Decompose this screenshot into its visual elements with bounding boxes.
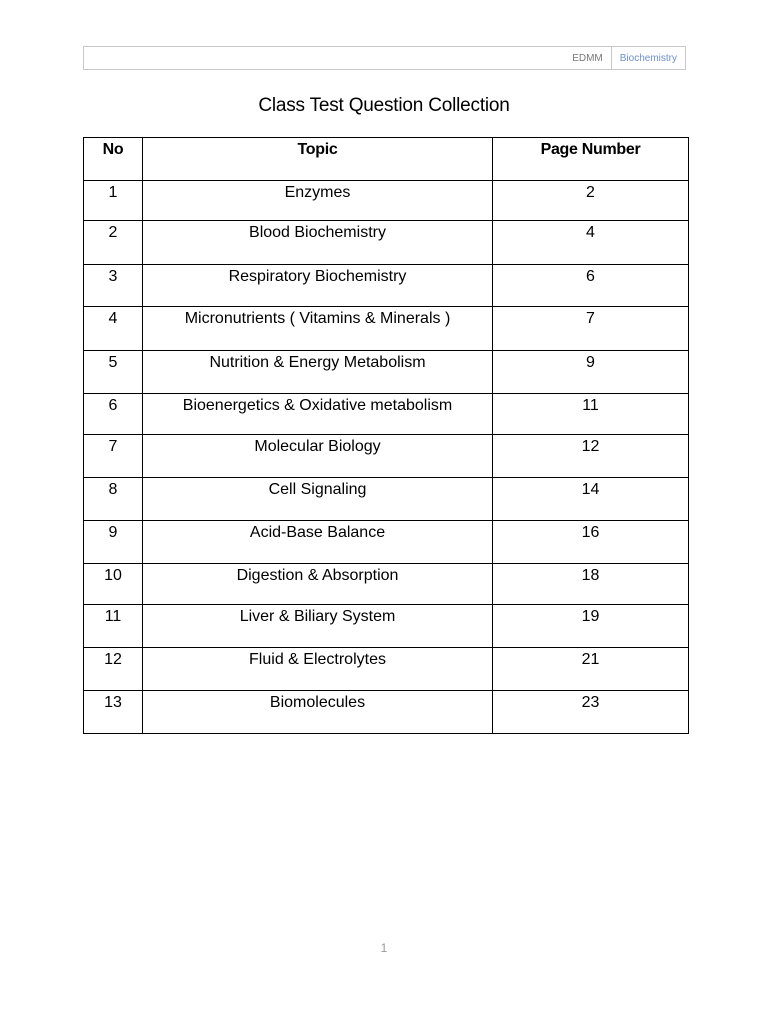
row-page-number-cell: 4 xyxy=(493,221,689,265)
row-page-number-cell: 12 xyxy=(493,435,689,478)
row-number-cell: 2 xyxy=(84,221,143,265)
row-number-cell: 12 xyxy=(84,648,143,691)
row-number-cell: 8 xyxy=(84,478,143,521)
row-topic-cell: Liver & Biliary System xyxy=(143,605,493,648)
row-page-number-cell: 9 xyxy=(493,351,689,394)
row-page-number-cell: 21 xyxy=(493,648,689,691)
table-row xyxy=(84,691,689,734)
row-page-number-cell: 7 xyxy=(493,307,689,351)
row-number-cell: 11 xyxy=(84,605,143,648)
page-number: 1 xyxy=(380,941,388,955)
row-topic-cell: Biomolecules xyxy=(143,691,493,734)
row-topic-cell: Molecular Biology xyxy=(143,435,493,478)
table-header-row xyxy=(84,138,689,181)
row-page-number-cell: 14 xyxy=(493,478,689,521)
row-number-cell: 3 xyxy=(84,265,143,307)
document-header xyxy=(83,46,686,70)
table-row xyxy=(84,478,689,521)
row-number-cell: 9 xyxy=(84,521,143,564)
row-topic-cell: Bioenergetics & Oxidative metabolism xyxy=(143,394,493,435)
table-row xyxy=(84,648,689,691)
row-topic-cell: Respiratory Biochemistry xyxy=(143,265,493,307)
topics-table xyxy=(83,137,689,734)
table-row xyxy=(84,307,689,351)
table-row xyxy=(84,564,689,605)
row-topic-cell: Enzymes xyxy=(143,181,493,221)
row-page-number-cell: 11 xyxy=(493,394,689,435)
table-row xyxy=(84,265,689,307)
row-topic-cell: Digestion & Absorption xyxy=(143,564,493,605)
row-number-cell: 5 xyxy=(84,351,143,394)
table-row xyxy=(84,351,689,394)
row-number-cell: 13 xyxy=(84,691,143,734)
table-row xyxy=(84,394,689,435)
header-subject-label: Biochemistry xyxy=(619,52,677,64)
row-page-number-cell: 6 xyxy=(493,265,689,307)
row-topic-cell: Blood Biochemistry xyxy=(143,221,493,265)
table-row xyxy=(84,521,689,564)
row-topic-cell: Fluid & Electrolytes xyxy=(143,648,493,691)
table-row xyxy=(84,605,689,648)
row-number-cell: 6 xyxy=(84,394,143,435)
table-row xyxy=(84,435,689,478)
row-topic-cell: Nutrition & Energy Metabolism xyxy=(143,351,493,394)
row-page-number-cell: 23 xyxy=(493,691,689,734)
row-topic-cell: Acid-Base Balance xyxy=(143,521,493,564)
row-page-number-cell: 16 xyxy=(493,521,689,564)
column-header-no: No xyxy=(84,138,143,181)
column-header-page-number: Page Number xyxy=(493,138,689,181)
row-page-number-cell: 2 xyxy=(493,181,689,221)
row-number-cell: 7 xyxy=(84,435,143,478)
row-number-cell: 10 xyxy=(84,564,143,605)
table-row xyxy=(84,181,689,221)
row-page-number-cell: 19 xyxy=(493,605,689,648)
header-org-label: EDMM xyxy=(564,47,612,69)
row-topic-cell: Cell Signaling xyxy=(143,478,493,521)
row-topic-cell: Micronutrients ( Vitamins & Minerals ) xyxy=(143,307,493,351)
table-body xyxy=(84,181,689,734)
table-row xyxy=(84,221,689,265)
row-number-cell: 4 xyxy=(84,307,143,351)
row-page-number-cell: 18 xyxy=(493,564,689,605)
page-title: Class Test Question Collection xyxy=(258,95,510,116)
row-number-cell: 1 xyxy=(84,181,143,221)
column-header-topic: Topic xyxy=(143,138,493,181)
